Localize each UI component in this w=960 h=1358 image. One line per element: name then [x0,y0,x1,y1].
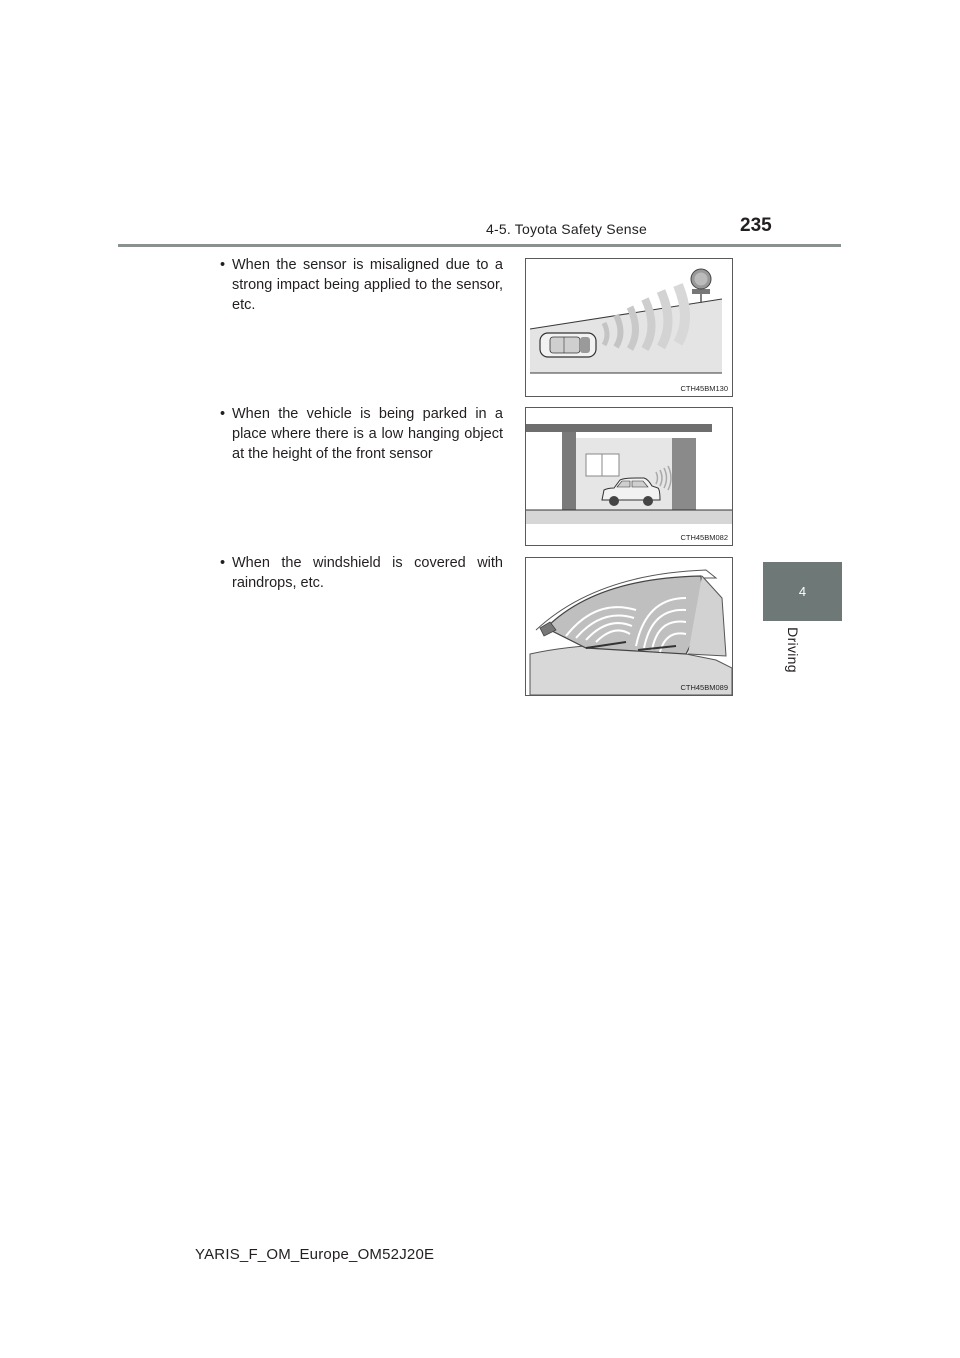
item-text: When the windshield is covered with raindrops, etc. [232,555,503,591]
bullet: • [220,555,226,571]
header-divider [118,244,841,247]
item-text: When the sensor is misaligned due to a strong impact being applied to the sensor, etc. [232,257,503,313]
list-item [220,553,503,593]
list-item [220,404,503,464]
figure-code: CTH45BM089 [680,683,728,692]
figure-code: CTH45BM130 [680,384,728,393]
figure-code: CTH45BM082 [680,533,728,542]
bullet: • [220,257,226,273]
section-title: 4-5. Toyota Safety Sense [486,221,647,237]
document-id: YARIS_F_OM_Europe_OM52J20E [195,1246,435,1263]
chapter-number: 4 [798,584,807,599]
figure-sensor-misaligned [525,258,733,397]
page-number: 235 [740,215,772,236]
misaligned-sensor-illustration [526,259,732,396]
list-item [220,255,503,315]
chapter-tab[interactable] [763,562,842,621]
figure-windshield-raindrops [525,557,733,696]
chapter-label: Driving [785,627,801,673]
parking-garage-illustration [526,408,732,545]
item-text: When the vehicle is being parked in a place where there is a low hanging object at the height of the front sensor [232,406,503,462]
figure-low-hanging-object [525,407,733,546]
bullet: • [220,406,226,422]
windshield-illustration [526,558,732,695]
